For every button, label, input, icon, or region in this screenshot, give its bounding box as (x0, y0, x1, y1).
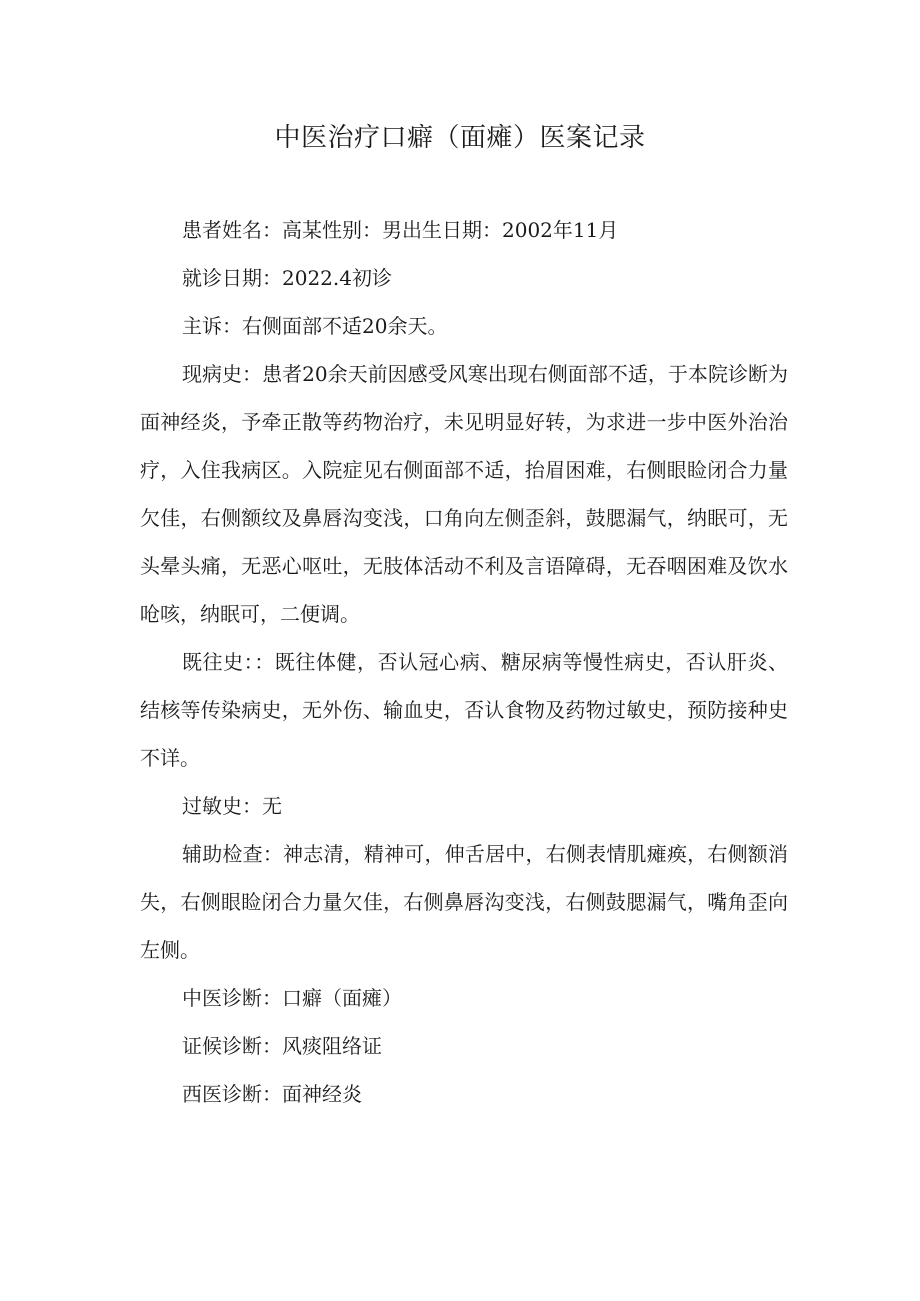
syndrome-diagnosis: 证候诊断：风痰阻络证 (182, 1034, 382, 1058)
patient-info-line: 患者姓名：高某性别：男出生日期：2002年11月 (182, 218, 619, 242)
visit-date-line: 就诊日期：2022.4初诊 (182, 266, 392, 290)
present-illness-history: 现病史：患者20余天前因感受风寒出现右侧面部不适，于本院诊断为面神经炎，予牵正散等药物治疗，未见明显好转，为求进一步中医外治治疗，入住我病区。入院症见右侧面部不适，抬眉困难，右侧眼睑闭合力量欠佳，右侧额纹及鼻唇沟变浅，口角向左侧歪斜，鼓腮漏气，纳眠可，无头晕头痛，无恶心呕吐，无肢体活动不利及言语障碍，无吞咽困难及饮水呛咳，纳眠可，二便调。 (140, 362, 788, 626)
document-title: 中医治疗口癖（面瘫）医案记录 (274, 123, 646, 153)
document-body (140, 206, 788, 1118)
tcm-diagnosis: 中医诊断：口癖（面瘫） (182, 986, 402, 1010)
chief-complaint: 主诉：右侧面部不适20余天。 (182, 314, 448, 338)
past-history: 既往史：：既往体健，否认冠心病、糖尿病等慢性病史，否认肝炎、结核等传染病史，无外伤、输血史，否认食物及药物过敏史，预防接种史不详。 (140, 650, 788, 770)
allergy-history: 过敏史：无 (182, 794, 282, 818)
western-diagnosis: 西医诊断：面神经炎 (182, 1082, 362, 1106)
auxiliary-examination: 辅助检查：神志清，精神可，伸舌居中，右侧表情肌瘫痪，右侧额消失，右侧眼睑闭合力量欠佳，右侧鼻唇沟变浅，右侧鼓腮漏气，嘴角歪向左侧。 (140, 842, 788, 962)
